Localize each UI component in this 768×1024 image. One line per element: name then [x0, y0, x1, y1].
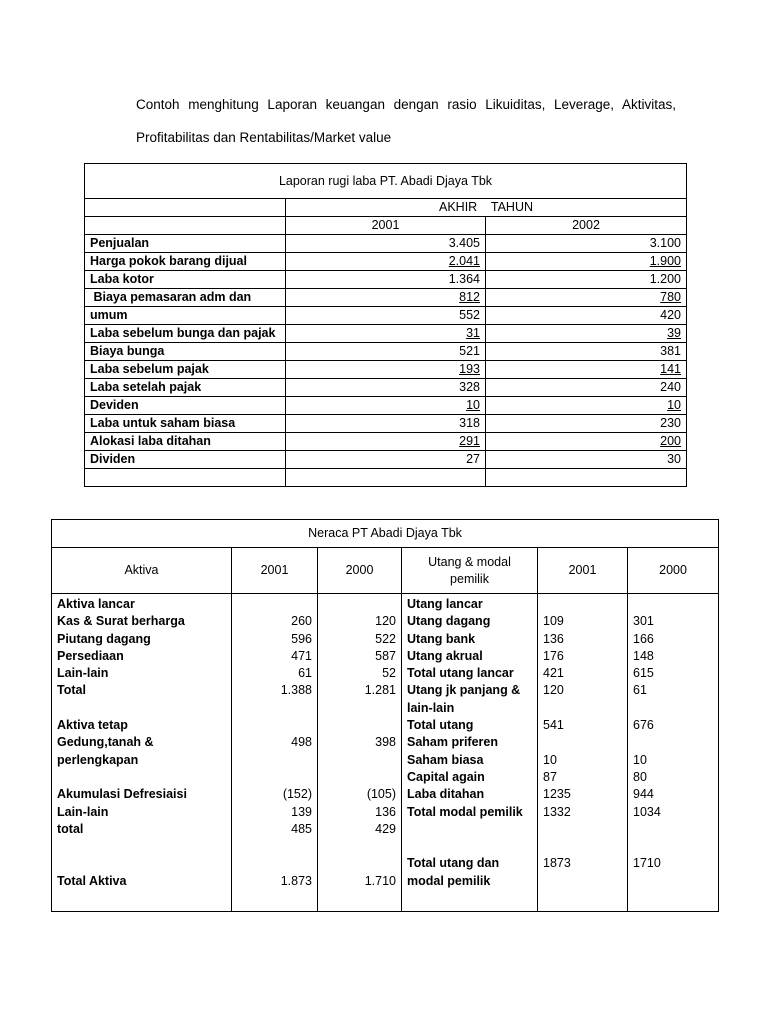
income-value-2001 — [286, 415, 486, 433]
income-value-2001 — [286, 451, 486, 469]
income-value-text: 39 — [667, 326, 681, 340]
income-value-text: 780 — [660, 290, 681, 304]
income-value-text: 30 — [667, 452, 681, 466]
income-value-text: 318 — [459, 416, 480, 430]
liability-label: Utang bank — [407, 631, 476, 646]
liability-value-2000: 615 — [633, 666, 654, 681]
liability-value-2001: 10 — [543, 752, 557, 767]
income-statement-title: Laporan rugi laba PT. Abadi Djaya Tbk — [85, 164, 687, 199]
asset-label: total — [57, 821, 84, 836]
liability-value-2000: 676 — [633, 718, 654, 733]
asset-value-2001: 139 — [291, 804, 312, 819]
income-value-text: 1.364 — [448, 272, 480, 286]
asset-label: perlengkapan — [57, 752, 139, 767]
asset-value-2001: 260 — [291, 614, 312, 629]
income-value-text: 521 — [459, 344, 480, 358]
income-value-2002 — [486, 397, 687, 415]
balance-sheet-table — [51, 519, 719, 912]
year-header-2001: 2001 — [286, 217, 486, 235]
income-value-text: 812 — [459, 290, 480, 304]
income-value-2001 — [286, 271, 486, 289]
total-liabilities-label: modal pemilik — [407, 873, 491, 888]
year-header-2002: 2002 — [486, 217, 687, 235]
liabilities-labels — [402, 594, 538, 912]
total-liabilities-2001: 1873 — [543, 856, 571, 871]
income-value-text: 240 — [660, 380, 681, 394]
income-value-2001 — [286, 379, 486, 397]
liability-value-2001: 87 — [543, 769, 557, 784]
liability-value-2001: 176 — [543, 648, 564, 663]
income-row-label: Penjualan — [85, 235, 286, 253]
asset-label: Akumulasi Defresiaisi — [57, 787, 187, 802]
liability-value-2000: 944 — [633, 787, 654, 802]
income-value-text: 10 — [667, 398, 681, 412]
income-value-text: 1.900 — [649, 254, 681, 268]
income-value-2002 — [486, 271, 687, 289]
liability-label: Utang dagang — [407, 614, 491, 629]
income-row-label: Harga pokok barang dijual — [85, 253, 286, 271]
asset-label: Total — [57, 683, 86, 698]
asset-label: Lain-lain — [57, 666, 109, 681]
liability-value-2000: 80 — [633, 769, 647, 784]
liability-value-2000: 166 — [633, 631, 654, 646]
total-liabilities-2000: 1710 — [633, 856, 661, 871]
asset-value-2001: 498 — [291, 735, 312, 750]
asset-value-2000: 587 — [375, 648, 396, 663]
income-row-label: Alokasi laba ditahan — [85, 433, 286, 451]
income-value-2001 — [286, 343, 486, 361]
income-value-2001 — [286, 307, 486, 325]
income-value-2001 — [286, 397, 486, 415]
income-value-2002 — [486, 307, 687, 325]
income-value-2002 — [486, 289, 687, 307]
income-row — [85, 433, 687, 451]
header-aktiva: Aktiva — [52, 548, 232, 594]
income-value-2001 — [286, 325, 486, 343]
liability-value-2000: 148 — [633, 648, 654, 663]
asset-value-2001: (152) — [282, 787, 312, 802]
income-value-2002 — [486, 343, 687, 361]
empty-cell — [486, 469, 687, 487]
liability-label: Total utang — [407, 718, 474, 733]
income-value-text: 3.405 — [448, 236, 480, 250]
asset-value-2001: 485 — [291, 821, 312, 836]
income-statement-table — [84, 163, 687, 487]
income-value-text: 381 — [660, 344, 681, 358]
asset-value-2000: 120 — [375, 614, 396, 629]
total-aktiva-2000: 1.710 — [364, 873, 396, 888]
liability-value-2001: 1332 — [543, 804, 571, 819]
income-row-label: Laba sebelum pajak — [85, 361, 286, 379]
income-value-2001 — [286, 235, 486, 253]
liability-label: Capital again — [407, 769, 485, 784]
total-aktiva-2001: 1.873 — [280, 873, 312, 888]
asset-value-2000: 136 — [375, 804, 396, 819]
liability-label: Utang akrual — [407, 648, 483, 663]
income-row-label: Laba untuk saham biasa — [85, 415, 286, 433]
income-value-text: 1.200 — [649, 272, 681, 286]
income-row — [85, 343, 687, 361]
asset-label: Kas & Surat berharga — [57, 614, 185, 629]
income-value-2002 — [486, 325, 687, 343]
income-row — [85, 307, 687, 325]
income-value-2001 — [286, 433, 486, 451]
asset-value-2000: 429 — [375, 821, 396, 836]
period-header: AKHIR TAHUN — [286, 199, 687, 217]
header-empty-cell — [85, 217, 286, 235]
income-row — [85, 235, 687, 253]
header-liabilities-2001: 2001 — [538, 548, 628, 594]
balance-sheet-title: Neraca PT Abadi Djaya Tbk — [52, 520, 719, 548]
assets-2000-values — [318, 594, 402, 912]
assets-2001-values — [232, 594, 318, 912]
total-aktiva-label: Total Aktiva — [57, 873, 127, 888]
income-value-2001 — [286, 289, 486, 307]
header-empty-cell — [85, 199, 286, 217]
liability-value-2000: 301 — [633, 614, 654, 629]
header-liabilities: Utang & modal pemilik — [402, 548, 538, 594]
income-value-2002 — [486, 433, 687, 451]
liability-value-2000: 61 — [633, 683, 647, 698]
income-row — [85, 397, 687, 415]
income-row-label: Laba sebelum bunga dan pajak — [85, 325, 286, 343]
liability-value-2001: 541 — [543, 718, 564, 733]
assets-labels — [52, 594, 232, 912]
assets-current-heading: Aktiva lancar — [57, 597, 135, 611]
income-value-text: 200 — [660, 434, 681, 448]
income-value-2001 — [286, 361, 486, 379]
liability-value-2001: 1235 — [543, 787, 571, 802]
asset-label: Gedung,tanah & — [57, 735, 154, 750]
liability-value-2001: 120 — [543, 683, 564, 698]
liability-value-2000: 1034 — [633, 804, 661, 819]
asset-value-2000: 52 — [382, 666, 396, 681]
asset-label: Persediaan — [57, 648, 124, 663]
income-row-label: Laba kotor — [85, 271, 286, 289]
liability-label: Utang jk panjang & — [407, 683, 521, 698]
intro-line-2: Profitabilitas dan Rentabilitas/Market value — [136, 130, 392, 145]
income-value-text: 328 — [459, 380, 480, 394]
income-value-2002 — [486, 253, 687, 271]
total-liabilities-label: Total utang dan — [407, 856, 500, 871]
header-aktiva-2000: 2000 — [318, 548, 402, 594]
liability-label: Saham priferen — [407, 735, 499, 750]
income-value-2002 — [486, 235, 687, 253]
income-row — [85, 361, 687, 379]
liability-value-2001: 136 — [543, 631, 564, 646]
liabilities-2000-values — [628, 594, 719, 912]
liability-label: lain-lain — [407, 700, 455, 715]
liability-label: Laba ditahan — [407, 787, 485, 802]
income-row-label: umum — [85, 307, 286, 325]
liability-label: Saham biasa — [407, 752, 484, 767]
asset-value-2001: 596 — [291, 631, 312, 646]
income-empty-row — [85, 469, 687, 487]
income-value-2001 — [286, 253, 486, 271]
liabilities-2001-values — [538, 594, 628, 912]
income-row-label: Biaya pemasaran adm dan — [85, 289, 286, 307]
liability-value-2000: 10 — [633, 752, 647, 767]
income-row — [85, 253, 687, 271]
income-row — [85, 451, 687, 469]
intro-text — [136, 88, 676, 154]
liabilities-current-heading: Utang lancar — [407, 597, 483, 611]
assets-fixed-heading: Aktiva tetap — [57, 718, 128, 733]
income-row — [85, 325, 687, 343]
income-value-2002 — [486, 451, 687, 469]
income-value-2002 — [486, 361, 687, 379]
income-row — [85, 379, 687, 397]
asset-value-2000: (105) — [366, 787, 396, 802]
header-liabilities-2000: 2000 — [628, 548, 719, 594]
income-row — [85, 415, 687, 433]
income-row — [85, 289, 687, 307]
intro-line-1: Contoh menghitung Laporan keuangan dengan rasio Likuiditas, Leverage, Aktivitas, — [136, 97, 676, 112]
liability-label: Total modal pemilik — [407, 804, 523, 819]
income-value-text: 10 — [466, 398, 480, 412]
income-value-2002 — [486, 415, 687, 433]
liability-value-2001: 109 — [543, 614, 564, 629]
asset-value-2000: 398 — [375, 735, 396, 750]
header-aktiva-2001: 2001 — [232, 548, 318, 594]
income-value-text: 3.100 — [649, 236, 681, 250]
empty-cell — [85, 469, 286, 487]
liability-value-2001: 421 — [543, 666, 564, 681]
income-value-2002 — [486, 379, 687, 397]
income-row-label: Dividen — [85, 451, 286, 469]
income-row — [85, 271, 687, 289]
asset-value-2001: 471 — [291, 648, 312, 663]
income-value-text: 230 — [660, 416, 681, 430]
empty-cell — [286, 469, 486, 487]
asset-value-2001: 61 — [298, 666, 312, 681]
income-row-label: Biaya bunga — [85, 343, 286, 361]
asset-value-2000: 1.281 — [364, 683, 396, 698]
asset-value-2001: 1.388 — [280, 683, 312, 698]
income-value-text: 31 — [466, 326, 480, 340]
income-row-label: Deviden — [85, 397, 286, 415]
asset-label: Lain-lain — [57, 804, 109, 819]
income-value-text: 2.041 — [448, 254, 480, 268]
income-value-text: 141 — [660, 362, 681, 376]
income-value-text: 291 — [459, 434, 480, 448]
income-value-text: 420 — [660, 308, 681, 322]
liability-label: Total utang lancar — [407, 666, 514, 681]
income-value-text: 193 — [459, 362, 480, 376]
asset-value-2000: 522 — [375, 631, 396, 646]
income-value-text: 552 — [459, 308, 480, 322]
income-row-label: Laba setelah pajak — [85, 379, 286, 397]
income-value-text: 27 — [466, 452, 480, 466]
asset-label: Piutang dagang — [57, 631, 151, 646]
